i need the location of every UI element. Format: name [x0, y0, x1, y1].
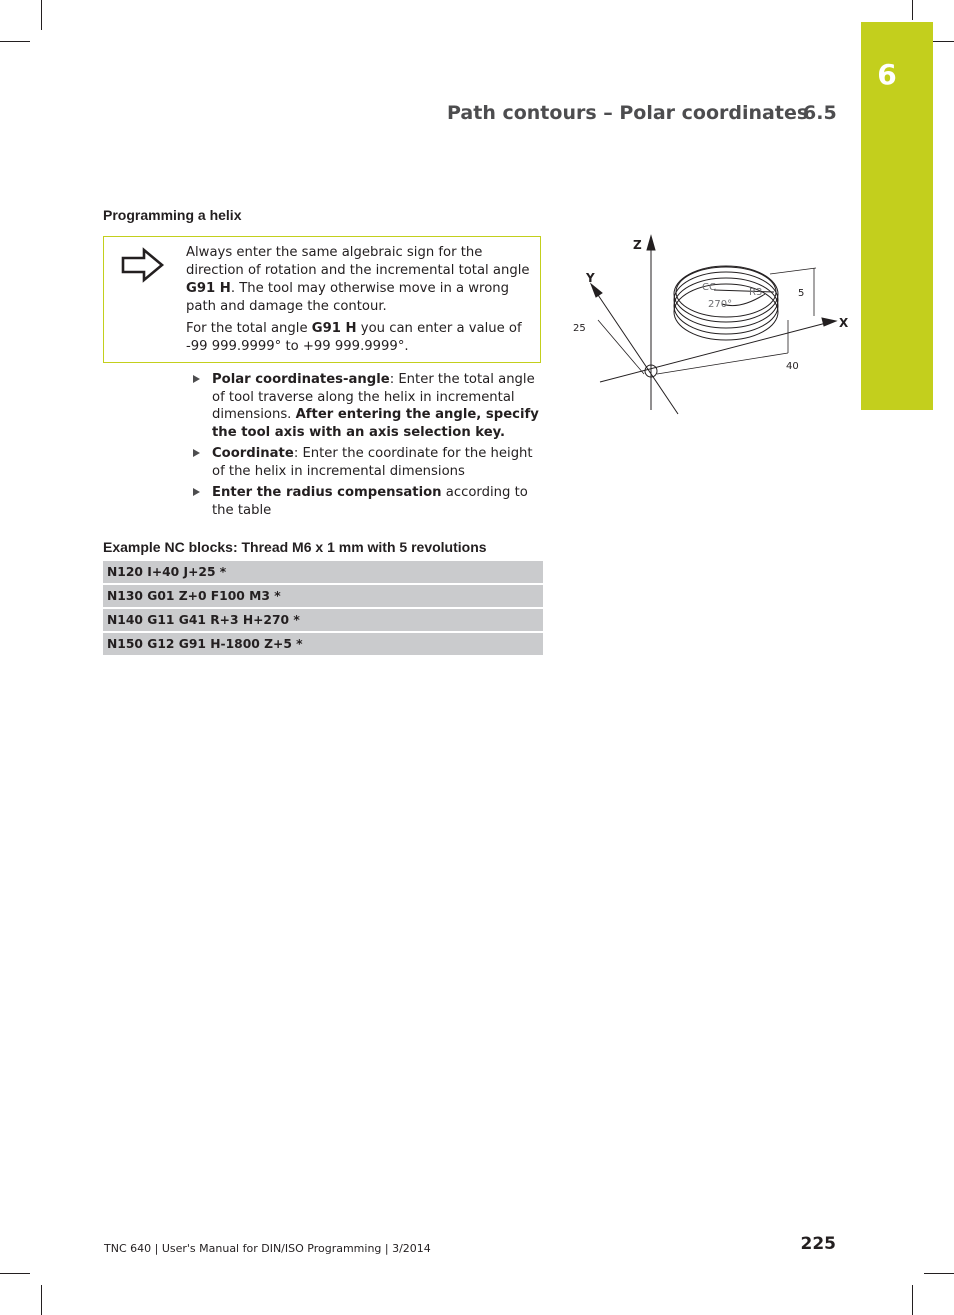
bullet-text: according to the table	[212, 485, 528, 518]
dim-40-line	[657, 353, 788, 374]
x-axis-line	[600, 322, 830, 382]
note-code: G91 H	[186, 281, 231, 296]
running-head-title: Path contours – Polar coordinates	[447, 102, 809, 124]
x-axis-arrow	[822, 318, 836, 326]
radius-line	[714, 290, 774, 292]
note-text-span: . The tool may otherwise move in a wrong path and damage the contour.	[186, 281, 509, 314]
table-row: N150 G12 G91 H-1800 Z+5 *	[103, 633, 543, 655]
table-row: N120 I+40 J+25 *	[103, 561, 543, 583]
list-item	[191, 445, 541, 480]
note-text-span: Always enter the same algebraic sign for the direction of rotation and the incremental total angle	[186, 245, 530, 278]
running-head-section: 6.5	[803, 102, 837, 124]
note-code: G91 H	[311, 321, 357, 336]
bullet-term: Coordinate	[212, 446, 294, 461]
helix-ring	[674, 284, 778, 340]
bullet-term: Enter the radius compensation	[212, 485, 442, 500]
footer-text: TNC 640 | User's Manual for DIN/ISO Programming | 3/2014	[104, 1242, 431, 1255]
note-text-span: For the total angle	[186, 321, 312, 336]
nc-block-table	[103, 561, 543, 657]
axis-label-z: Z	[633, 238, 642, 252]
crop-mark	[0, 41, 30, 42]
z-axis-arrow	[647, 236, 655, 250]
bullet-emphasis: After entering the angle, specify the tool axis with an axis selection key.	[212, 407, 539, 440]
chapter-number: 6	[877, 58, 897, 91]
bullet-triangle-icon	[193, 488, 200, 496]
running-head	[447, 102, 837, 124]
crop-mark	[912, 1285, 913, 1315]
bullet-text: : Enter the coordinate for the height of the helix in incremental dimensions	[212, 446, 533, 479]
arrow-right-icon	[120, 247, 166, 283]
note-paragraph	[186, 320, 531, 356]
example-heading: Example NC blocks: Thread M6 x 1 mm with 5 revolutions	[103, 539, 487, 555]
bullet-term: Polar coordinates-angle	[212, 372, 390, 387]
note-box	[103, 236, 541, 363]
table-row: N140 G11 G41 R+3 H+270 *	[103, 609, 543, 631]
dim-label-5: 5	[798, 288, 805, 299]
bullet-triangle-icon	[193, 375, 200, 383]
dim-label-40: 40	[786, 361, 799, 372]
instruction-list	[191, 371, 541, 523]
note-text	[186, 244, 531, 360]
bullet-triangle-icon	[193, 449, 200, 457]
note-text-span: you can enter a value of -99 999.9999° to +99 999.9999°.	[186, 321, 522, 354]
axis-label-x: X	[839, 316, 849, 330]
crop-mark	[41, 1285, 42, 1315]
bullet-text: : Enter the total angle of tool traverse along the helix in incremental dimensions.	[212, 372, 535, 422]
y-axis-arrow	[591, 284, 602, 297]
label-angle: 270°	[708, 299, 733, 310]
axis-label-y: Y	[586, 271, 595, 285]
crop-mark	[0, 1273, 30, 1274]
crop-mark	[924, 1273, 954, 1274]
note-paragraph	[186, 244, 531, 316]
crop-mark	[912, 0, 913, 20]
label-r3: R3	[749, 287, 763, 298]
dim-label-25: 25	[573, 323, 586, 334]
label-cc: CC	[702, 282, 716, 293]
list-item	[191, 484, 541, 519]
crop-mark	[41, 0, 42, 30]
dim-25-line	[598, 320, 644, 374]
table-row: N130 G01 Z+0 F100 M3 *	[103, 585, 543, 607]
y-axis-line	[594, 289, 678, 414]
list-item	[191, 371, 541, 441]
dim-5-extension	[770, 268, 816, 274]
helix-diagram	[560, 232, 860, 422]
section-heading: Programming a helix	[103, 207, 242, 223]
page-number: 225	[800, 1234, 836, 1254]
